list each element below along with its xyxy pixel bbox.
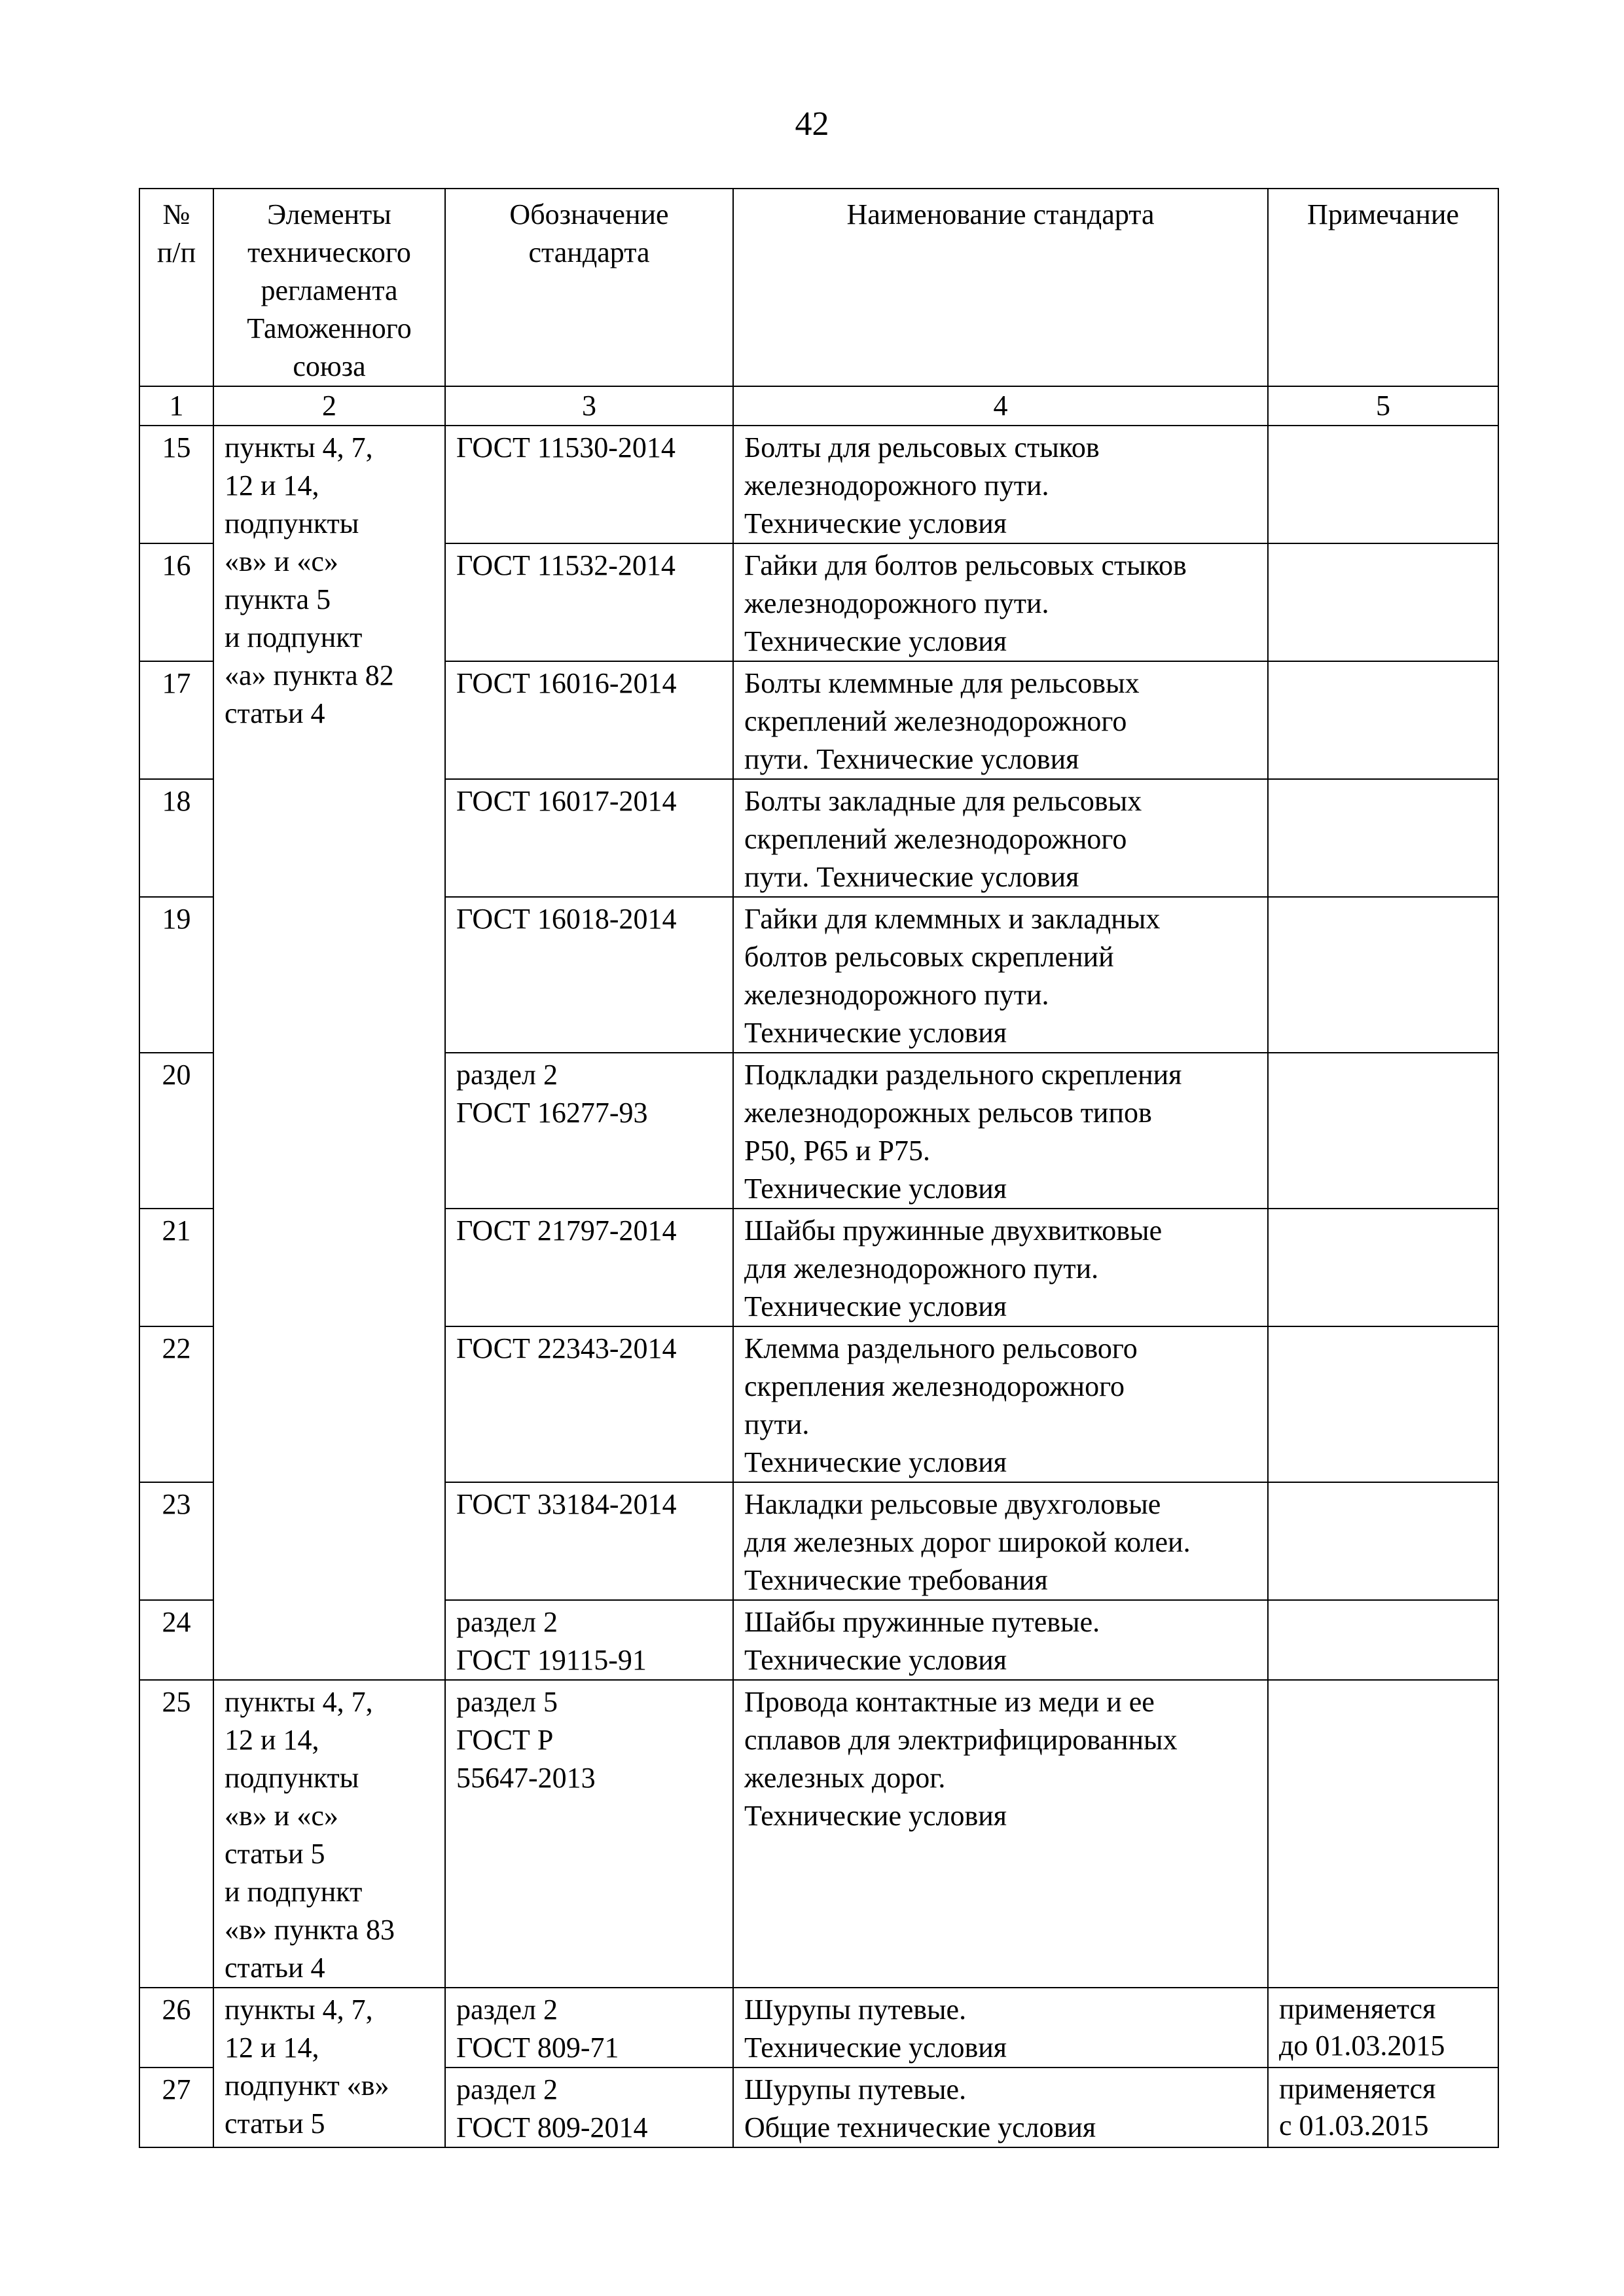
text-line: раздел 2 bbox=[456, 1606, 558, 1638]
text-line: № bbox=[162, 198, 190, 230]
standard-name bbox=[733, 779, 1268, 897]
text-line: подпункты bbox=[225, 507, 359, 539]
text-line: стандарта bbox=[528, 236, 650, 268]
header-elements bbox=[213, 189, 445, 386]
row-number: 27 bbox=[139, 2068, 213, 2147]
text-line: пункты 4, 7, bbox=[225, 1994, 373, 2026]
standard-name bbox=[733, 897, 1268, 1053]
standard-name bbox=[733, 1053, 1268, 1209]
text-line: Накладки рельсовые двухголовые bbox=[744, 1488, 1161, 1520]
text-line: раздел 2 bbox=[456, 1059, 558, 1091]
standard-name bbox=[733, 2068, 1268, 2147]
standard-name bbox=[733, 1326, 1268, 1482]
text-line: Наименование стандарта bbox=[846, 198, 1155, 230]
row-number: 19 bbox=[139, 897, 213, 1053]
text-line: Технические условия bbox=[744, 1644, 1007, 1676]
text-line: Технические условия bbox=[744, 507, 1007, 539]
page-number: 42 bbox=[795, 105, 829, 143]
row-number: 24 bbox=[139, 1600, 213, 1680]
standard-designation bbox=[445, 1600, 733, 1680]
note bbox=[1268, 1680, 1498, 1988]
row-number: 22 bbox=[139, 1326, 213, 1482]
text-line: применяется bbox=[1279, 1993, 1436, 2025]
text-line: пункты 4, 7, bbox=[225, 1686, 373, 1718]
text-line: Технические требования bbox=[744, 1564, 1048, 1596]
note bbox=[1268, 661, 1498, 779]
text-line: ГОСТ 809-71 bbox=[456, 2032, 619, 2064]
text-line: железнодорожного пути. bbox=[744, 587, 1049, 619]
text-line: ГОСТ 33184-2014 bbox=[456, 1488, 677, 1520]
text-line: ГОСТ 11530-2014 bbox=[456, 431, 676, 464]
text-line: Технические условия bbox=[744, 1017, 1007, 1049]
note bbox=[1268, 2068, 1498, 2147]
text-line: Клемма раздельного рельсового bbox=[744, 1332, 1138, 1364]
standard-designation bbox=[445, 543, 733, 661]
text-line: Таможенного bbox=[247, 312, 412, 344]
text-line: Шурупы путевые. bbox=[744, 2073, 967, 2105]
column-number: 5 bbox=[1268, 386, 1498, 426]
text-line: скреплений железнодорожного bbox=[744, 823, 1127, 855]
text-line: для железнодорожного пути. bbox=[744, 1252, 1099, 1285]
text-line: раздел 2 bbox=[456, 1994, 558, 2026]
row-number: 16 bbox=[139, 543, 213, 661]
regulation-elements-group-2 bbox=[213, 1680, 445, 1988]
note bbox=[1268, 1482, 1498, 1600]
text-line: пути. Технические условия bbox=[744, 743, 1079, 775]
note bbox=[1268, 1053, 1498, 1209]
text-line: статьи 4 bbox=[225, 1952, 325, 1984]
text-line: ГОСТ 21797-2014 bbox=[456, 1214, 677, 1247]
text-line: ГОСТ 16277-93 bbox=[456, 1097, 648, 1129]
text-line: Обозначение bbox=[509, 198, 669, 230]
text-line: раздел 5 bbox=[456, 1686, 558, 1718]
standard-name bbox=[733, 1482, 1268, 1600]
standard-designation bbox=[445, 1326, 733, 1482]
table-row bbox=[139, 1988, 1498, 2068]
row-number: 17 bbox=[139, 661, 213, 779]
text-line: Гайки для болтов рельсовых стыков bbox=[744, 549, 1187, 581]
text-line: железных дорог. bbox=[744, 1762, 946, 1794]
text-line: Подкладки раздельного скрепления bbox=[744, 1059, 1182, 1091]
standards-table bbox=[139, 188, 1499, 2148]
row-number: 18 bbox=[139, 779, 213, 897]
text-line: ГОСТ 11532-2014 bbox=[456, 549, 676, 581]
row-number: 25 bbox=[139, 1680, 213, 1988]
text-line: Технические условия bbox=[744, 1173, 1007, 1205]
text-line: ГОСТ 809-2014 bbox=[456, 2111, 648, 2143]
text-line: железнодорожного пути. bbox=[744, 979, 1049, 1011]
column-number: 4 bbox=[733, 386, 1268, 426]
standard-name bbox=[733, 661, 1268, 779]
text-line: пункты 4, 7, bbox=[225, 431, 373, 464]
text-line: Гайки для клеммных и закладных bbox=[744, 903, 1161, 935]
text-line: ГОСТ Р bbox=[456, 1724, 554, 1756]
row-number: 15 bbox=[139, 426, 213, 543]
text-line: статьи 5 bbox=[225, 1838, 325, 1870]
standard-designation bbox=[445, 661, 733, 779]
text-line: п/п bbox=[156, 236, 196, 268]
note bbox=[1268, 543, 1498, 661]
standard-designation bbox=[445, 426, 733, 543]
text-line: «в» и «с» bbox=[225, 545, 338, 577]
text-line: 12 и 14, bbox=[225, 2032, 319, 2064]
standard-name bbox=[733, 543, 1268, 661]
text-line: раздел 2 bbox=[456, 2073, 558, 2105]
text-line: и подпункт bbox=[225, 621, 363, 653]
standard-designation bbox=[445, 1680, 733, 1988]
text-line: Примечание bbox=[1307, 198, 1459, 230]
text-line: пути. Технические условия bbox=[744, 861, 1079, 893]
text-line: скреплений железнодорожного bbox=[744, 705, 1127, 737]
text-line: Технические условия bbox=[744, 625, 1007, 657]
text-line: технического bbox=[247, 236, 411, 268]
text-line: Технические условия bbox=[744, 1800, 1007, 1832]
header-row bbox=[139, 189, 1498, 386]
text-line: ГОСТ 16016-2014 bbox=[456, 667, 677, 699]
text-line: болтов рельсовых скреплений bbox=[744, 941, 1114, 973]
header-designation bbox=[445, 189, 733, 386]
header-name bbox=[733, 189, 1268, 386]
note bbox=[1268, 897, 1498, 1053]
text-line: железнодорожных рельсов типов bbox=[744, 1097, 1152, 1129]
text-line: 12 и 14, bbox=[225, 469, 319, 501]
text-line: 55647-2013 bbox=[456, 1762, 596, 1794]
header-note bbox=[1268, 189, 1498, 386]
text-line: Технические условия bbox=[744, 2032, 1007, 2064]
text-line: для железных дорог широкой колеи. bbox=[744, 1526, 1191, 1558]
text-line: до 01.03.2015 bbox=[1279, 2030, 1445, 2062]
row-number: 23 bbox=[139, 1482, 213, 1600]
text-line: Провода контактные из меди и ее bbox=[744, 1686, 1155, 1718]
regulation-elements-group-1 bbox=[213, 426, 445, 1680]
note bbox=[1268, 1209, 1498, 1326]
text-line: статьи 5 bbox=[225, 2107, 325, 2140]
text-line: скрепления железнодорожного bbox=[744, 1370, 1125, 1402]
text-line: ГОСТ 19115-91 bbox=[456, 1644, 647, 1676]
standard-name bbox=[733, 1680, 1268, 1988]
text-line: Болты для рельсовых стыков bbox=[744, 431, 1100, 464]
standard-designation bbox=[445, 897, 733, 1053]
row-number: 21 bbox=[139, 1209, 213, 1326]
text-line: Р50, Р65 и Р75. bbox=[744, 1135, 930, 1167]
text-line: Болты клеммные для рельсовых bbox=[744, 667, 1140, 699]
column-number: 1 bbox=[139, 386, 213, 426]
text-line: с 01.03.2015 bbox=[1279, 2109, 1429, 2141]
text-line: регламента bbox=[261, 274, 398, 306]
text-line: пути. bbox=[744, 1408, 810, 1440]
text-line: подпункт «в» bbox=[225, 2069, 389, 2102]
text-line: Шайбы пружинные путевые. bbox=[744, 1606, 1100, 1638]
text-line: Технические условия bbox=[744, 1446, 1007, 1478]
text-line: Элементы bbox=[267, 198, 391, 230]
note bbox=[1268, 1326, 1498, 1482]
column-number: 2 bbox=[213, 386, 445, 426]
text-line: «в» и «с» bbox=[225, 1800, 338, 1832]
row-number: 20 bbox=[139, 1053, 213, 1209]
note bbox=[1268, 426, 1498, 543]
standard-designation bbox=[445, 1988, 733, 2068]
table-row bbox=[139, 426, 1498, 543]
text-line: ГОСТ 22343-2014 bbox=[456, 1332, 677, 1364]
standard-name bbox=[733, 1988, 1268, 2068]
text-line: ГОСТ 16017-2014 bbox=[456, 785, 677, 817]
text-line: статьи 4 bbox=[225, 697, 325, 729]
text-line: «в» пункта 83 bbox=[225, 1914, 395, 1946]
note bbox=[1268, 1600, 1498, 1680]
text-line: «а» пункта 82 bbox=[225, 659, 394, 691]
text-line: подпункты bbox=[225, 1762, 359, 1794]
text-line: 12 и 14, bbox=[225, 1724, 319, 1756]
standard-name bbox=[733, 1209, 1268, 1326]
standard-designation bbox=[445, 1053, 733, 1209]
note bbox=[1268, 1988, 1498, 2068]
text-line: Шурупы путевые. bbox=[744, 1994, 967, 2026]
text-line: Болты закладные для рельсовых bbox=[744, 785, 1142, 817]
standard-designation bbox=[445, 1482, 733, 1600]
text-line: ГОСТ 16018-2014 bbox=[456, 903, 677, 935]
text-line: Общие технические условия bbox=[744, 2111, 1096, 2143]
header-num bbox=[139, 189, 213, 386]
standard-designation bbox=[445, 779, 733, 897]
text-line: применяется bbox=[1279, 2073, 1436, 2105]
standard-name bbox=[733, 426, 1268, 543]
text-line: союза bbox=[293, 350, 366, 382]
column-numbers-row bbox=[139, 386, 1498, 426]
text-line: пункта 5 bbox=[225, 583, 331, 615]
text-line: сплавов для электрифицированных bbox=[744, 1724, 1178, 1756]
text-line: железнодорожного пути. bbox=[744, 469, 1049, 501]
standard-name bbox=[733, 1600, 1268, 1680]
text-line: Шайбы пружинные двухвитковые bbox=[744, 1214, 1163, 1247]
table-row bbox=[139, 1680, 1498, 1988]
note bbox=[1268, 779, 1498, 897]
standard-designation bbox=[445, 1209, 733, 1326]
text-line: и подпункт bbox=[225, 1876, 363, 1908]
column-number: 3 bbox=[445, 386, 733, 426]
regulation-elements-group-3 bbox=[213, 1988, 445, 2147]
standard-designation bbox=[445, 2068, 733, 2147]
row-number: 26 bbox=[139, 1988, 213, 2068]
text-line: Технические условия bbox=[744, 1290, 1007, 1322]
